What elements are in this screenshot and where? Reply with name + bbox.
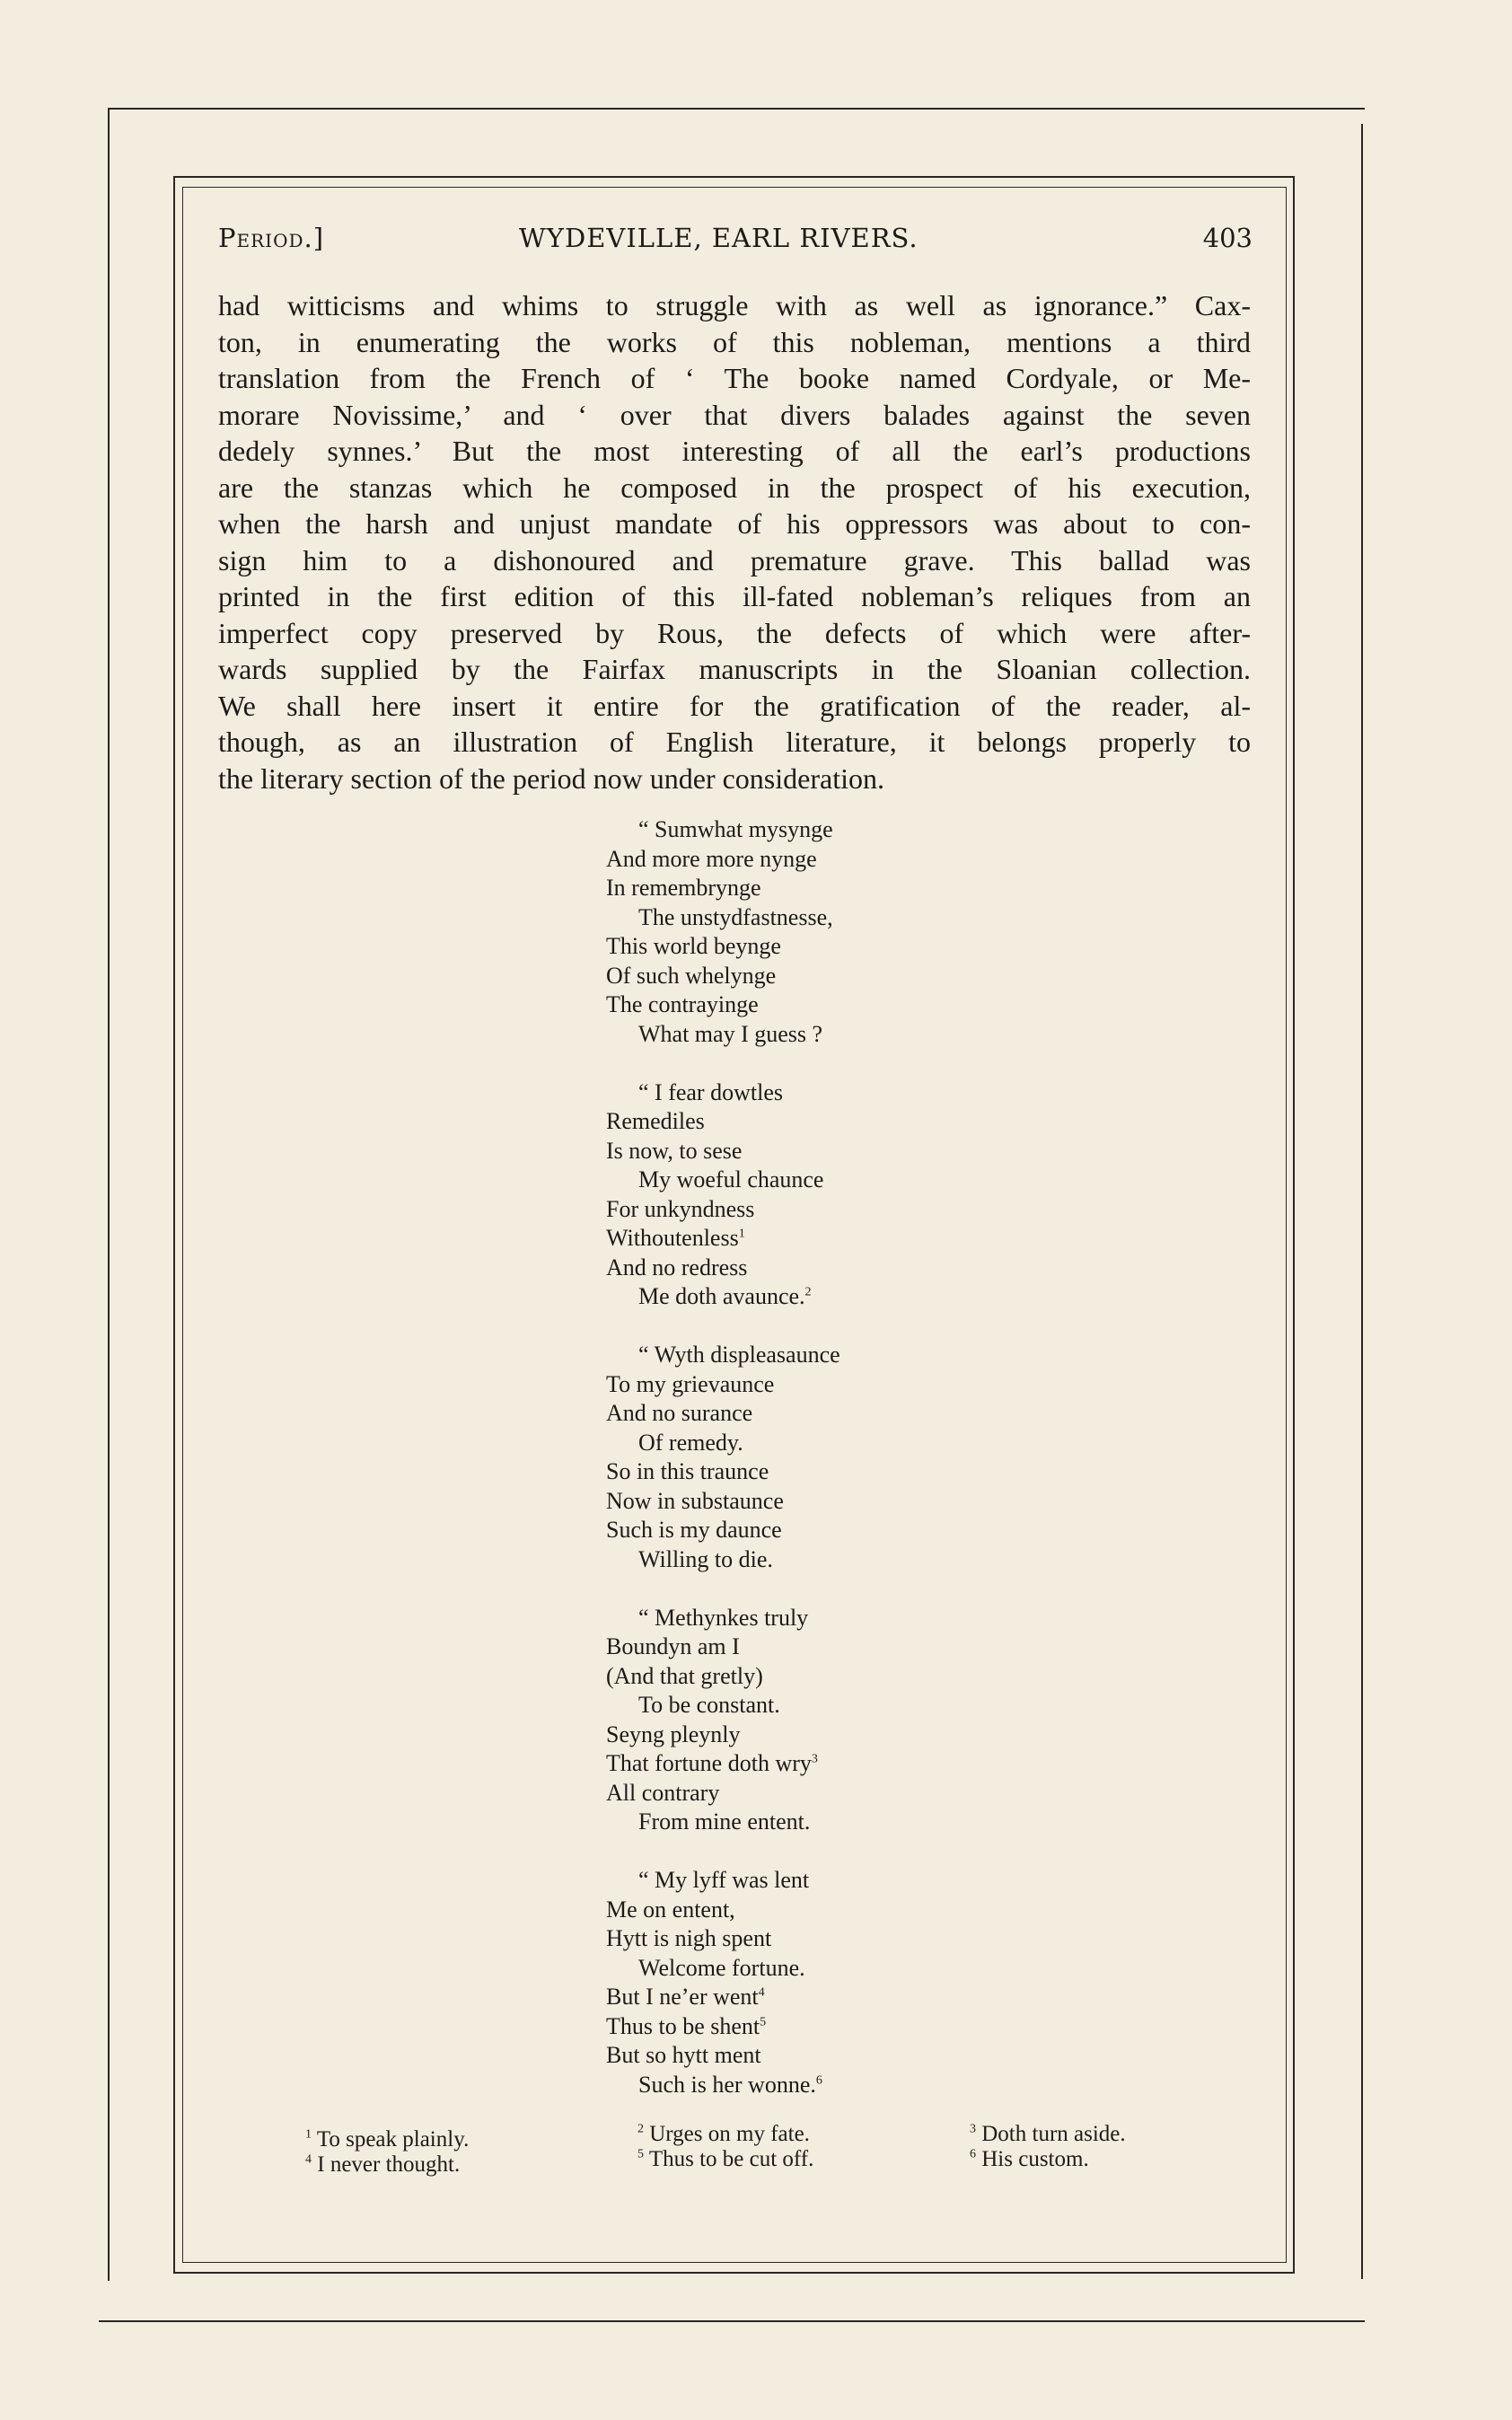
poem-line: Now in substaunce bbox=[606, 1487, 784, 1514]
footnotes bbox=[305, 2121, 1203, 2184]
poem-line: “ My lyff was lent bbox=[638, 1867, 810, 1893]
body-line: printed in the first edition of this ill-fated nobleman’s reliques from an bbox=[218, 580, 1251, 612]
body-line: are the stanzas which he composed in the prospect of his execution, bbox=[218, 471, 1251, 504]
body-line: wards supplied by the Fairfax manuscripts in the Sloanian collection. bbox=[218, 653, 1251, 685]
poem-line: “ I fear dowtles bbox=[638, 1078, 783, 1105]
header-title: WYDEVILLE, EARL RIVERS. bbox=[519, 223, 919, 253]
body-paragraph bbox=[218, 287, 1251, 796]
poem-line: Such is my daunce bbox=[606, 1517, 782, 1543]
body-line: We shall here insert it entire for the gratification of the reader, al- bbox=[218, 689, 1251, 722]
footnote-1: $^1$ To speak plainly. bbox=[305, 2127, 470, 2152]
poem-line: From mine entent. bbox=[638, 1808, 811, 1835]
footnote-4: $^4$ I never thought. bbox=[305, 2152, 461, 2177]
poem-line: And no redress bbox=[606, 1254, 748, 1280]
poem-line: Me on entent, bbox=[606, 1896, 735, 1923]
poem-line: So in this traunce bbox=[606, 1458, 769, 1484]
poem-line: And no surance bbox=[606, 1400, 753, 1426]
poem-line: Withoutenless$^1$ bbox=[606, 1225, 745, 1251]
outer-left-rule bbox=[108, 108, 110, 2281]
footnote-ref: 3 bbox=[811, 1752, 818, 1766]
footnote-ref: 2 bbox=[804, 1285, 812, 1299]
stanza bbox=[606, 815, 1055, 1049]
poem-line: This world beynge bbox=[606, 933, 781, 959]
ballad bbox=[606, 815, 1055, 2129]
poem-line: What may I guess ? bbox=[638, 1020, 823, 1047]
stanza bbox=[606, 1078, 1055, 1312]
footnote-6: $^6$ His custom. bbox=[970, 2147, 1089, 2171]
poem-line: My woeful chaunce bbox=[638, 1166, 824, 1192]
body-line: ton, in enumerating the works of this nobleman, mentions a third bbox=[218, 325, 1251, 358]
poem-line: Is now, to sese bbox=[606, 1137, 743, 1164]
outer-bottom-rule bbox=[99, 2320, 1365, 2322]
footnote-2: $^2$ Urges on my fate. bbox=[637, 2122, 810, 2146]
footnote-3: $^3$ Doth turn aside. bbox=[970, 2122, 1126, 2146]
poem-line: Remediles bbox=[606, 1108, 705, 1134]
body-line: when the harsh and unjust mandate of his oppressors was about to con- bbox=[218, 507, 1251, 540]
running-header bbox=[218, 223, 1253, 264]
poem-line: That fortune doth wry$^3$ bbox=[606, 1750, 818, 1776]
body-line: the literary section of the period now under consideration. bbox=[218, 761, 884, 795]
poem-line: But I ne’er went$^4$ bbox=[606, 1984, 765, 2010]
poem-line: But so hytt ment bbox=[606, 2042, 761, 2068]
body-line: imperfect copy preserved by Rous, the defects of which were after- bbox=[218, 616, 1251, 649]
poem-line: Such is her wonne.$^6$ bbox=[638, 2071, 822, 2098]
outer-right-rule bbox=[1361, 124, 1363, 2279]
footnote-ref: 5 bbox=[760, 2014, 767, 2028]
poem-line: “ Wyth displeasaunce bbox=[638, 1342, 840, 1368]
footnote-5: $^5$ Thus to be cut off. bbox=[637, 2147, 814, 2171]
body-line: dedely synnes.’ But the most interesting of all the earl’s productions bbox=[218, 435, 1251, 467]
poem-line: In remembrynge bbox=[606, 875, 761, 901]
body-line: though, as an illustration of English literature, it belongs properly to bbox=[218, 726, 1251, 758]
poem-line: (And that gretly) bbox=[606, 1662, 763, 1689]
poem-line: And more more nynge bbox=[606, 845, 817, 872]
footnote-ref: 4 bbox=[758, 1985, 765, 2000]
poem-line: The contrayinge bbox=[606, 991, 759, 1017]
stanza bbox=[606, 1341, 1055, 1574]
poem-line: All contrary bbox=[606, 1779, 720, 1806]
footnote-ref: 1 bbox=[738, 1227, 745, 1241]
header-section: Period.] bbox=[218, 223, 325, 253]
poem-line: “ Methynkes truly bbox=[638, 1604, 809, 1631]
body-line: morare Novissime,’ and ‘ over that divers balades against the seven bbox=[218, 398, 1251, 431]
poem-line: Me doth avaunce.$^2$ bbox=[638, 1283, 812, 1309]
poem-line: Thus to be shent$^5$ bbox=[606, 2012, 767, 2039]
poem-line: Of such whelynge bbox=[606, 962, 777, 989]
stanza bbox=[606, 1866, 1055, 2099]
poem-line: Hytt is nigh spent bbox=[606, 1925, 772, 1951]
footnote-ref: 6 bbox=[815, 2072, 822, 2087]
poem-line: Welcome fortune. bbox=[638, 1954, 805, 1981]
poem-line: To my grievaunce bbox=[606, 1370, 775, 1397]
poem-line: “ Sumwhat mysynge bbox=[638, 816, 833, 842]
body-line: sign him to a dishonoured and premature grave. This ballad was bbox=[218, 543, 1251, 576]
poem-line: Seyng pleynly bbox=[606, 1720, 741, 1747]
body-line: translation from the French of ‘ The booke named Cordyale, or Me- bbox=[218, 362, 1251, 394]
poem-line: The unstydfastnesse, bbox=[638, 903, 833, 930]
poem-line: Boundyn am I bbox=[606, 1633, 740, 1659]
body-line: had witticisms and whims to struggle with as well as ignorance.” Cax- bbox=[218, 289, 1251, 321]
poem-line: Willing to die. bbox=[638, 1545, 773, 1572]
poem-line: For unkyndness bbox=[606, 1195, 755, 1222]
outer-top-rule bbox=[108, 108, 1365, 110]
poem-line: To be constant. bbox=[638, 1692, 780, 1718]
poem-line: Of remedy. bbox=[638, 1429, 743, 1456]
page-number: 403 bbox=[1202, 223, 1253, 253]
stanza bbox=[606, 1604, 1055, 1837]
